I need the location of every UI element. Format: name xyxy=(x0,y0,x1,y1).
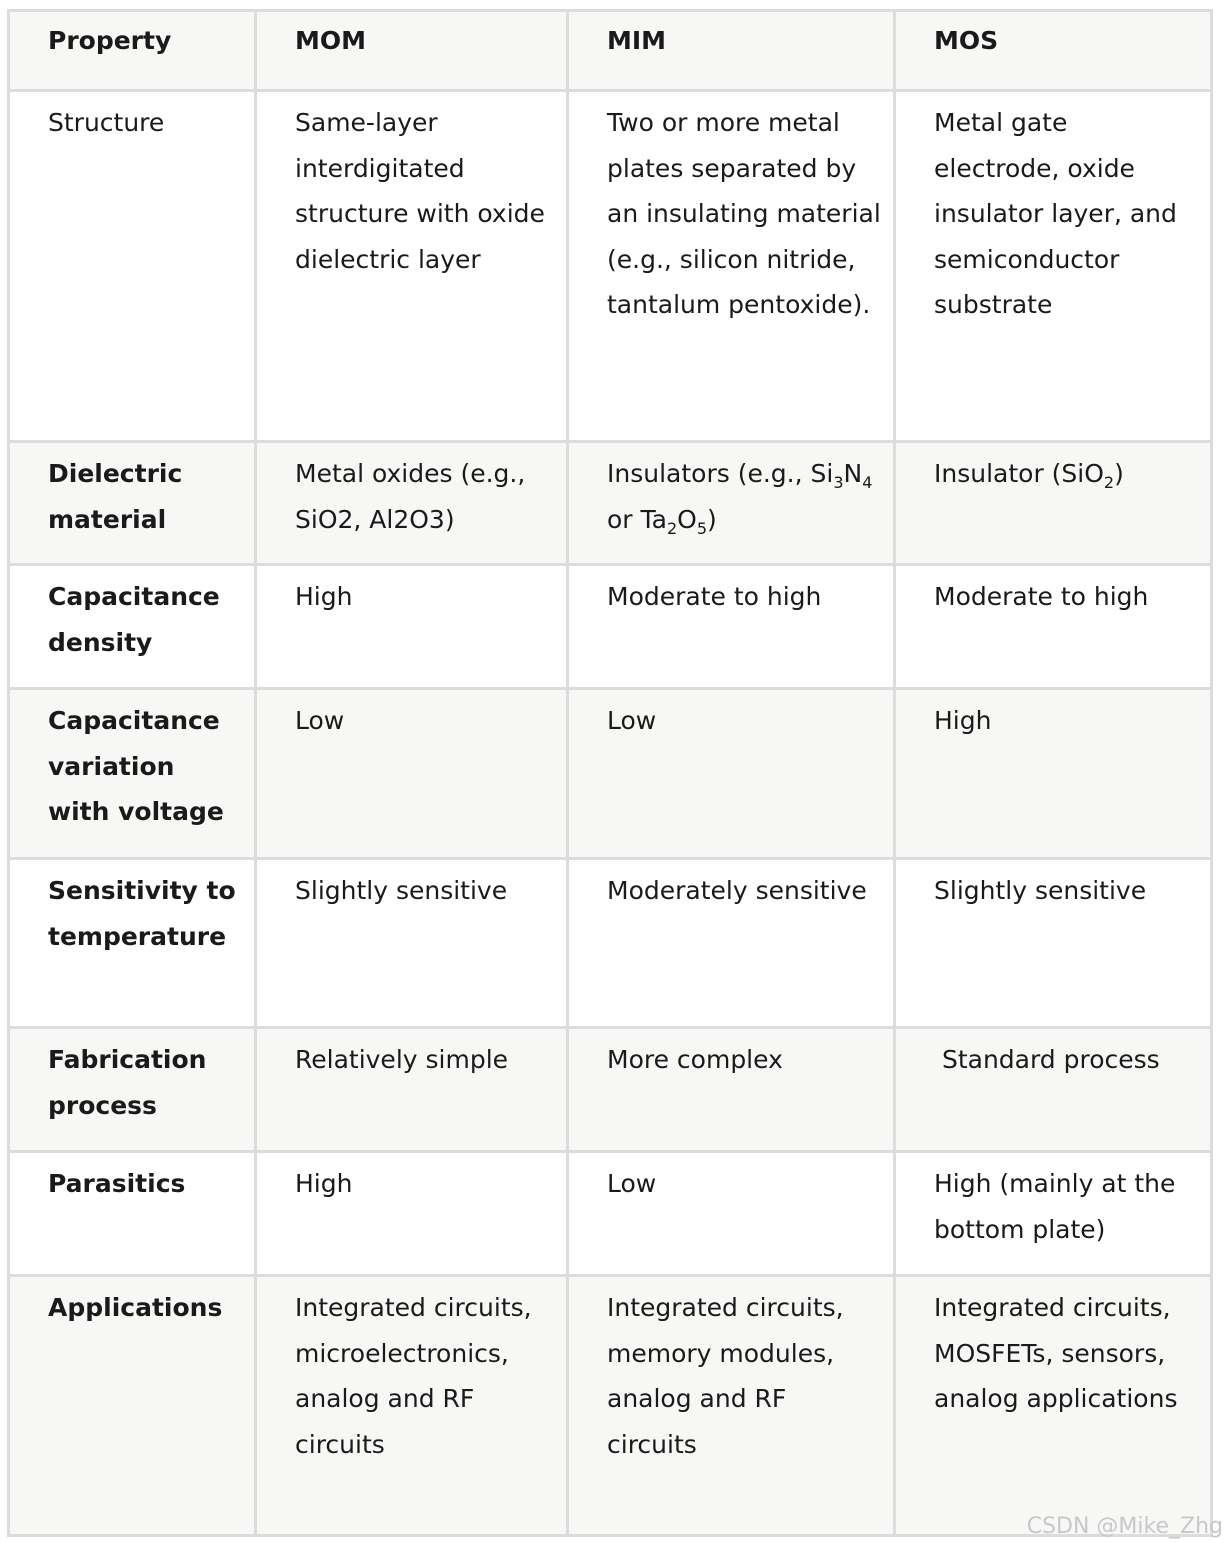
mim-cell: Moderate to high xyxy=(568,565,895,689)
table-row xyxy=(9,442,1212,565)
mom-cell: Integrated circuits, microelectronics, analog and RF circuits xyxy=(256,1276,568,1536)
mos-cell: Moderate to high xyxy=(895,565,1212,689)
mom-cell: Same-layer interdigitated structure with oxide dielectric layer xyxy=(256,91,568,442)
mos-cell: High xyxy=(895,689,1212,859)
mim-cell: Two or more metal plates separated by an insulating material (e.g., silicon nitride, tantalum pentoxide). xyxy=(568,91,895,442)
mos-cell: Slightly sensitive xyxy=(895,859,1212,1028)
mom-cell: Relatively simple xyxy=(256,1028,568,1152)
header-mim: MIM xyxy=(568,11,895,91)
subscript: 2 xyxy=(666,518,678,538)
comparison-table xyxy=(7,9,1213,1537)
mos-cell: Metal gate electrode, oxide insulator layer, and semiconductor substrate xyxy=(895,91,1212,442)
property-cell: Dielectric material xyxy=(9,442,256,565)
mim-cell: More complex xyxy=(568,1028,895,1152)
table-row xyxy=(9,689,1212,859)
mos-cell xyxy=(895,442,1212,565)
watermark: CSDN @Mike_Zhg xyxy=(1026,1514,1223,1539)
subscript: 4 xyxy=(862,473,873,492)
subscript: 2 xyxy=(1103,473,1115,492)
mom-cell: High xyxy=(256,1152,568,1276)
header-mos: MOS xyxy=(895,11,1212,91)
mom-cell: Slightly sensitive xyxy=(256,859,568,1028)
mim-text: Insulators (e.g., Si xyxy=(607,459,834,488)
mos-cell: High (mainly at the bottom plate) xyxy=(895,1152,1212,1276)
table-row xyxy=(9,859,1212,1028)
table-row xyxy=(9,1276,1212,1536)
property-cell: Capacitance density xyxy=(9,565,256,689)
mos-cell: Standard process xyxy=(895,1028,1212,1152)
mim-text: O xyxy=(677,504,697,534)
mim-text: or Ta xyxy=(607,504,667,534)
mom-cell: High xyxy=(256,565,568,689)
header-mom: MOM xyxy=(256,11,568,91)
mim-cell: Integrated circuits, memory modules, analog and RF circuits xyxy=(568,1276,895,1536)
property-cell: Fabrication process xyxy=(9,1028,256,1152)
mim-cell: Moderately sensitive xyxy=(568,859,895,1028)
subscript: 3 xyxy=(833,473,844,492)
property-cell: Sensitivity to temperature xyxy=(9,859,256,1028)
mom-cell: Metal oxides (e.g., SiO2, Al2O3) xyxy=(256,442,568,565)
subscript: 5 xyxy=(696,518,708,538)
property-cell: Structure xyxy=(9,91,256,442)
mim-cell: Low xyxy=(568,1152,895,1276)
table-row xyxy=(9,91,1212,442)
mos-cell: Integrated circuits, MOSFETs, sensors, analog applications xyxy=(895,1276,1212,1536)
table-row xyxy=(9,1028,1212,1152)
property-cell: Parasitics xyxy=(9,1152,256,1276)
property-cell: Capacitance variation with voltage xyxy=(9,689,256,859)
table-row xyxy=(9,565,1212,689)
mim-text: ) xyxy=(707,504,717,534)
mim-text: N xyxy=(843,459,863,488)
header-property: Property xyxy=(9,11,256,91)
mos-text: ) xyxy=(1114,459,1124,488)
table-header-row xyxy=(9,11,1212,91)
table-row xyxy=(9,1152,1212,1276)
mim-cell: Low xyxy=(568,689,895,859)
mos-text: Insulator (SiO xyxy=(934,459,1104,488)
mim-cell xyxy=(568,442,895,565)
mom-cell: Low xyxy=(256,689,568,859)
property-cell: Applications xyxy=(9,1276,256,1536)
